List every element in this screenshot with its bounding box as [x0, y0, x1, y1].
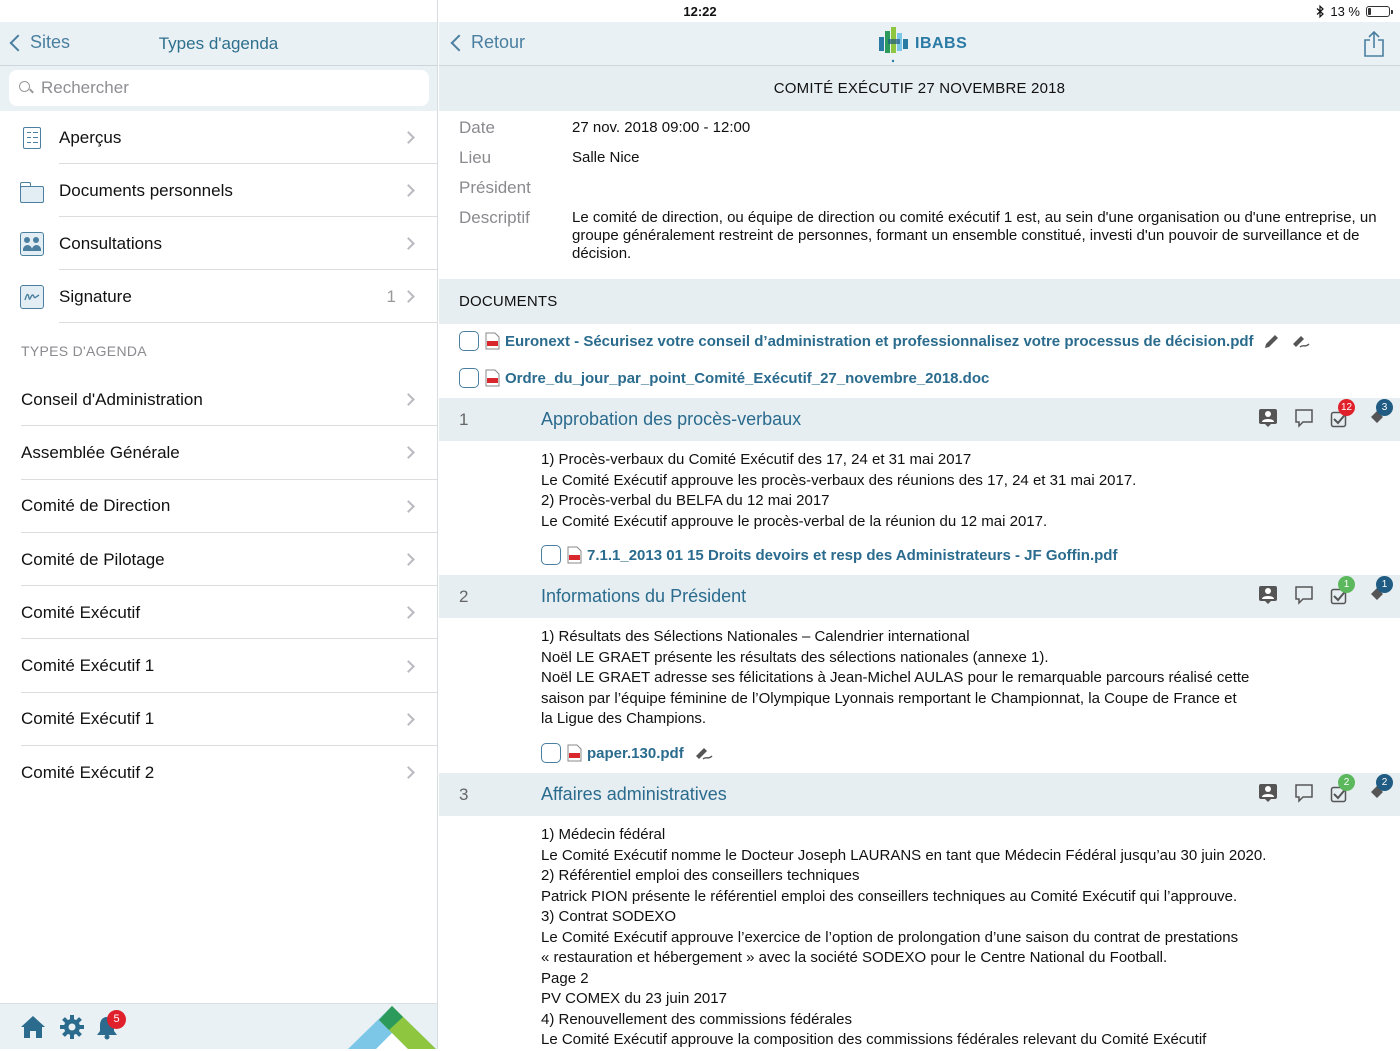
agenda-item-title[interactable]: Approbation des procès-verbaux — [541, 409, 802, 429]
presenter-icon[interactable] — [1258, 585, 1278, 605]
agenda-type-label: Comité Exécutif 1 — [21, 709, 155, 729]
meta-key: Lieu — [459, 148, 492, 167]
battery-label: 13 % — [1330, 4, 1360, 19]
signature-count: 1 — [386, 286, 396, 306]
comment-icon[interactable] — [1294, 585, 1314, 605]
gear-icon[interactable] — [59, 1014, 85, 1040]
chevron-right-icon — [402, 500, 415, 513]
sidebar-nav-bar — [0, 22, 437, 66]
signature-icon — [20, 285, 44, 309]
meta-row-president — [439, 179, 1400, 197]
menu-item-label: Consultations — [59, 233, 163, 253]
sites-back-label: Sites — [30, 32, 71, 52]
attachment-row[interactable] — [541, 545, 1117, 565]
agenda-type-label: Comité Exécutif 2 — [21, 762, 155, 782]
bottom-toolbar — [0, 1003, 437, 1049]
agenda-type-item[interactable] — [0, 426, 437, 479]
document-icon — [23, 127, 41, 149]
pins-badge: 3 — [1376, 399, 1393, 416]
meta-row-location — [439, 149, 1400, 167]
agenda-item-body — [541, 825, 1371, 1051]
agenda-type-label: Comité de Pilotage — [21, 549, 165, 569]
meta-value — [572, 179, 1400, 197]
ibabs-corner-logo — [347, 1004, 437, 1049]
chevron-right-icon — [402, 237, 415, 250]
agenda-type-item[interactable] — [0, 746, 437, 799]
menu-item-consultations[interactable] — [0, 217, 437, 270]
body-line: 3) Contrat SODEXO — [541, 908, 677, 925]
tasks-action[interactable] — [1330, 402, 1353, 428]
chevron-right-icon — [402, 393, 415, 406]
agenda-item-body — [541, 450, 1371, 532]
meta-value: Salle Nice — [572, 149, 640, 166]
agenda-type-label: Comité Exécutif 1 — [21, 656, 155, 676]
retour-back-label: Retour — [471, 32, 526, 52]
agenda-item-number: 2 — [459, 587, 469, 606]
search-input[interactable] — [41, 78, 401, 98]
chevron-right-icon — [402, 606, 415, 619]
meta-value: Le comité de direction, ou équipe de direction ou comité exécutif 1 est, au sein d'une organisation ou d'une entreprise, un groupe généralement restreint de personnes, formant un ensemble constitué, investi d'un pouvoir de surveillance et de décision. — [572, 209, 1377, 262]
body-line: 1) Résultats des Sélections Nationales – Calendrier international — [541, 628, 970, 645]
presenter-icon[interactable] — [1258, 783, 1278, 803]
chevron-right-icon — [402, 660, 415, 673]
tasks-action[interactable] — [1330, 777, 1350, 803]
body-line: 2) Procès-verbal du BELFA du 12 mai 2017 — [541, 492, 830, 509]
brand-logo — [877, 25, 967, 63]
documents-header: DOCUMENTS — [439, 279, 1400, 324]
body-line: saison par l’équipe féminine de l’Olympique Lyonnais remportant le Championnat, la Coupe de France et — [541, 689, 1237, 707]
signature-pen-icon[interactable] — [1290, 332, 1310, 350]
attachment-checkbox[interactable] — [541, 743, 561, 763]
search-bar — [0, 66, 437, 111]
chevron-right-icon — [402, 290, 415, 303]
agenda-type-item[interactable] — [0, 693, 437, 746]
agenda-type-label: Comité de Direction — [21, 496, 171, 516]
menu-item-documents-personnels[interactable] — [0, 164, 437, 217]
body-line: la Ligue des Champions. — [541, 710, 707, 727]
agenda-item-header[interactable] — [439, 575, 1400, 618]
menu-item-label: Documents personnels — [59, 180, 233, 200]
body-line: Le Comité Exécutif approuve l’exercice de l’option de prolongation d’une saison du contrat de prestations — [541, 928, 1239, 946]
body-line: PV COMEX du 23 juin 2017 — [541, 990, 727, 1007]
meta-row-date — [439, 119, 1400, 137]
detail-nav-bar — [439, 22, 1400, 66]
agenda-item-actions — [1258, 579, 1388, 605]
attachment-checkbox[interactable] — [541, 545, 561, 565]
agenda-item-header[interactable] — [439, 398, 1400, 441]
brand-name: IBABS — [915, 35, 968, 52]
body-line: 1) Procès-verbaux du Comité Exécutif des 17, 24 et 31 mai 2017 — [541, 451, 972, 468]
retour-back-button[interactable] — [447, 32, 525, 53]
agenda-type-item[interactable] — [0, 639, 437, 692]
sidebar — [0, 0, 438, 1049]
pdf-file-icon — [485, 332, 500, 350]
pins-action[interactable] — [1366, 777, 1388, 803]
meta-key: Descriptif — [459, 208, 530, 227]
presenter-icon[interactable] — [1258, 408, 1278, 428]
menu-item-signature[interactable] — [0, 270, 437, 323]
pdf-file-icon — [567, 744, 582, 762]
chevron-right-icon — [402, 184, 415, 197]
body-line: 1) Médecin fédéral — [541, 826, 666, 843]
tasks-badge: 1 — [1338, 576, 1355, 593]
signature-pen-icon[interactable] — [693, 744, 713, 762]
menu-item-label: Signature — [59, 286, 132, 306]
agenda-item-number: 3 — [459, 785, 469, 804]
meta-key: Date — [459, 118, 495, 137]
agenda-item-body — [541, 627, 1371, 730]
comment-icon[interactable] — [1294, 408, 1314, 428]
body-line: 4) Renouvellement des commissions fédérales — [541, 1010, 852, 1028]
chevron-right-icon — [402, 131, 415, 144]
body-line: Le Comité Exécutif approuve la composition des commissions fédérales relevant du Comité Exécutif — [541, 1031, 1207, 1048]
body-line: Patrick PION présente le référentiel emploi des conseillers techniques au Comité Exécutif qui l’approuve. — [541, 887, 1238, 905]
pins-badge: 1 — [1376, 576, 1393, 593]
pins-badge: 2 — [1376, 774, 1393, 791]
search-field[interactable] — [9, 70, 429, 106]
comment-icon[interactable] — [1294, 783, 1314, 803]
pins-action[interactable] — [1366, 402, 1388, 428]
document-name[interactable]: Ordre_du_jour_par_point_Comité_Exécutif_27_novembre_2018.doc — [505, 369, 990, 387]
meta-row-description — [439, 209, 1400, 263]
agenda-type-item[interactable] — [0, 533, 437, 586]
attachment-row[interactable] — [541, 743, 713, 763]
chevron-right-icon — [402, 447, 415, 460]
body-line: 2) Référentiel emploi des conseillers techniques — [541, 867, 860, 884]
tasks-action[interactable] — [1330, 579, 1350, 605]
agenda-item-title[interactable]: Affaires administratives — [541, 784, 727, 804]
pins-action[interactable] — [1366, 579, 1388, 605]
share-icon[interactable] — [1363, 30, 1385, 58]
chevron-right-icon — [402, 766, 415, 779]
meeting-detail — [439, 0, 1400, 1049]
agenda-type-label: Comité Exécutif — [21, 602, 141, 622]
attachment-name[interactable]: 7.1.1_2013 01 15 Droits devoirs et resp des Administrateurs - JF Goffin.pdf — [587, 546, 1118, 564]
pdf-file-icon — [567, 546, 582, 564]
body-line: Noël LE GRAET présente les résultats des sélections nationales (annexe 1). — [541, 648, 1049, 666]
sidebar-menu — [0, 111, 437, 799]
document-row[interactable] — [459, 331, 1310, 351]
sidebar-title: Types d'agenda — [158, 34, 279, 53]
pencil-icon[interactable] — [1263, 332, 1281, 350]
agenda-item-title[interactable]: Informations du Président — [541, 586, 747, 606]
body-line: Le Comité Exécutif approuve les procès-verbaux des réunions des 17, 24 et 31 mai 2017. — [541, 471, 1137, 489]
agenda-type-label: Conseil d'Administration — [21, 389, 203, 409]
tasks-badge: 12 — [1338, 399, 1355, 416]
agenda-types-header: TYPES D'AGENDA — [21, 343, 147, 359]
menu-item-apercus[interactable] — [0, 111, 437, 164]
document-checkbox[interactable] — [459, 368, 479, 388]
search-icon — [19, 81, 33, 95]
meeting-meta — [439, 119, 1400, 275]
agenda-type-item[interactable] — [0, 373, 437, 426]
chevron-right-icon — [402, 713, 415, 726]
agenda-type-item[interactable] — [0, 586, 437, 639]
chevron-left-icon — [451, 34, 468, 51]
tasks-badge: 2 — [1338, 774, 1355, 791]
ibabs-logo-icon — [877, 25, 909, 63]
pdf-file-icon — [485, 369, 500, 387]
body-line: Le Comité Exécutif nomme le Docteur Joseph LAURANS en tant que Médecin Fédéral jusqu’au 30 juin 2020. — [541, 846, 1267, 864]
body-line: Noël LE GRAET adresse ses félicitations à Jean-Michel AULAS pour le remarquable parcours réalisé cette — [541, 669, 1250, 686]
document-name[interactable]: Euronext - Sécurisez votre conseil d’administration et professionnalisez votre processus de décision.pdf — [505, 332, 1254, 350]
body-line: Page 2 — [541, 969, 589, 987]
agenda-item-number: 1 — [459, 410, 469, 429]
agenda-type-item[interactable] — [0, 480, 437, 533]
agenda-item-actions — [1258, 402, 1388, 428]
menu-item-label: Aperçus — [59, 127, 122, 147]
agenda-item-actions — [1258, 777, 1388, 803]
meta-key: Président — [459, 178, 531, 197]
meeting-title: COMITÉ EXÉCUTIF 27 NOVEMBRE 2018 — [439, 66, 1400, 111]
body-line: Le Comité Exécutif approuve le procès-verbal de la réunion du 12 mai 2017. — [541, 512, 1048, 530]
attachment-name[interactable]: paper.130.pdf — [587, 744, 684, 762]
notification-badge: 5 — [107, 1010, 126, 1029]
agenda-item-header[interactable] — [439, 773, 1400, 816]
meta-value: 27 nov. 2018 09:00 - 12:00 — [572, 119, 751, 136]
body-line: « restauration et hébergement » avec la société SODEXO pour le Centre National du Football. — [541, 949, 1168, 966]
people-icon — [20, 232, 44, 256]
status-time: 12:22 — [683, 4, 717, 19]
folder-icon — [20, 179, 44, 203]
document-checkbox[interactable] — [459, 331, 479, 351]
document-row[interactable] — [459, 368, 989, 388]
agenda-type-label: Assemblée Générale — [21, 442, 180, 462]
home-icon[interactable] — [20, 1014, 46, 1040]
chevron-right-icon — [402, 553, 415, 566]
